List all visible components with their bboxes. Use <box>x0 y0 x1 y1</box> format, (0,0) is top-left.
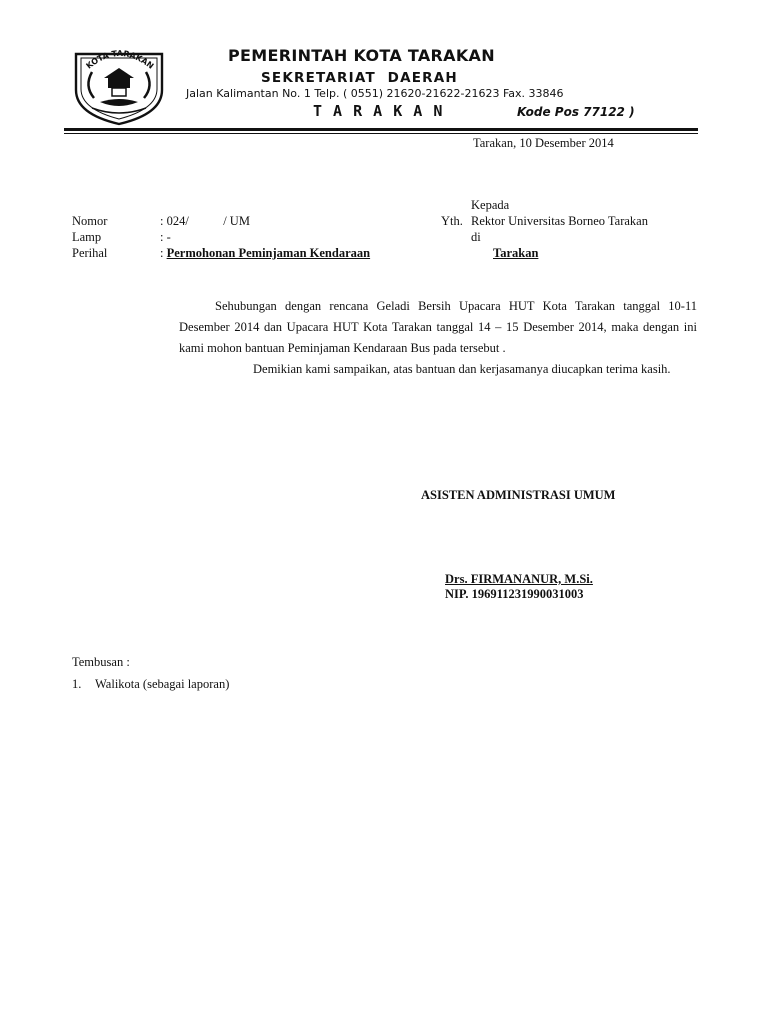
recipient-kepada: Kepada <box>471 198 510 212</box>
letterhead-rule-thick <box>64 128 698 131</box>
signatory-nip: NIP. 196911231990031003 <box>445 587 584 601</box>
perihal-colon: : <box>160 246 164 260</box>
recipient-name: Rektor Universitas Borneo Tarakan <box>471 214 648 228</box>
nomor-label: Nomor <box>72 214 108 228</box>
recipient-di: di <box>471 230 481 244</box>
body-paragraph-2: Demikian kami sampaikan, atas bantuan dan kerjasamanya diucapkan terima kasih. <box>253 362 671 376</box>
office-address: Jalan Kalimantan No. 1 Telp. ( 0551) 21620-21622-21623 Fax. 33846 <box>186 87 564 100</box>
body-paragraph-1: Sehubungan dengan rencana Geladi Bersih Upacara HUT Kota Tarakan tanggal 10-11 Desember 2014 dan Upacara HUT Kota Tarakan tanggal 14 – 15 Desember 2014, maka dengan ini kami mohon bantuan Peminjaman Kendaraan Bus pada tersebut . <box>179 299 697 355</box>
letterhead-rule-thin <box>64 133 698 134</box>
perihal-line <box>160 246 370 261</box>
letter-date: Tarakan, 10 Desember 2014 <box>473 136 614 150</box>
city-emblem-logo <box>72 40 166 126</box>
tembusan-item-number: 1. <box>72 677 82 691</box>
letter-body <box>179 296 697 380</box>
perihal-label: Perihal <box>72 246 108 260</box>
recipient-yth: Yth. <box>441 214 463 228</box>
lamp-value: : - <box>160 230 171 244</box>
city-name: T A R A K A N <box>313 102 444 120</box>
tembusan-heading: Tembusan : <box>72 655 130 669</box>
logo-text: KOTA TARAKAN <box>84 48 156 71</box>
postal-code: Kode Pos 77122 ) <box>517 105 635 119</box>
perihal-value: Permohonan Peminjaman Kendaraan <box>166 246 371 260</box>
department-title: SEKRETARIAT DAERAH <box>261 70 458 86</box>
tembusan-item: Walikota (sebagai laporan) <box>95 677 230 691</box>
lamp-label: Lamp <box>72 230 102 244</box>
nomor-value: : 024/ / UM <box>160 214 250 228</box>
signatory-name: Drs. FIRMANANUR, M.Si. <box>445 572 593 586</box>
government-title: PEMERINTAH KOTA TARAKAN <box>228 46 495 65</box>
signatory-title: ASISTEN ADMINISTRASI UMUM <box>421 488 616 502</box>
recipient-place: Tarakan <box>493 246 539 260</box>
